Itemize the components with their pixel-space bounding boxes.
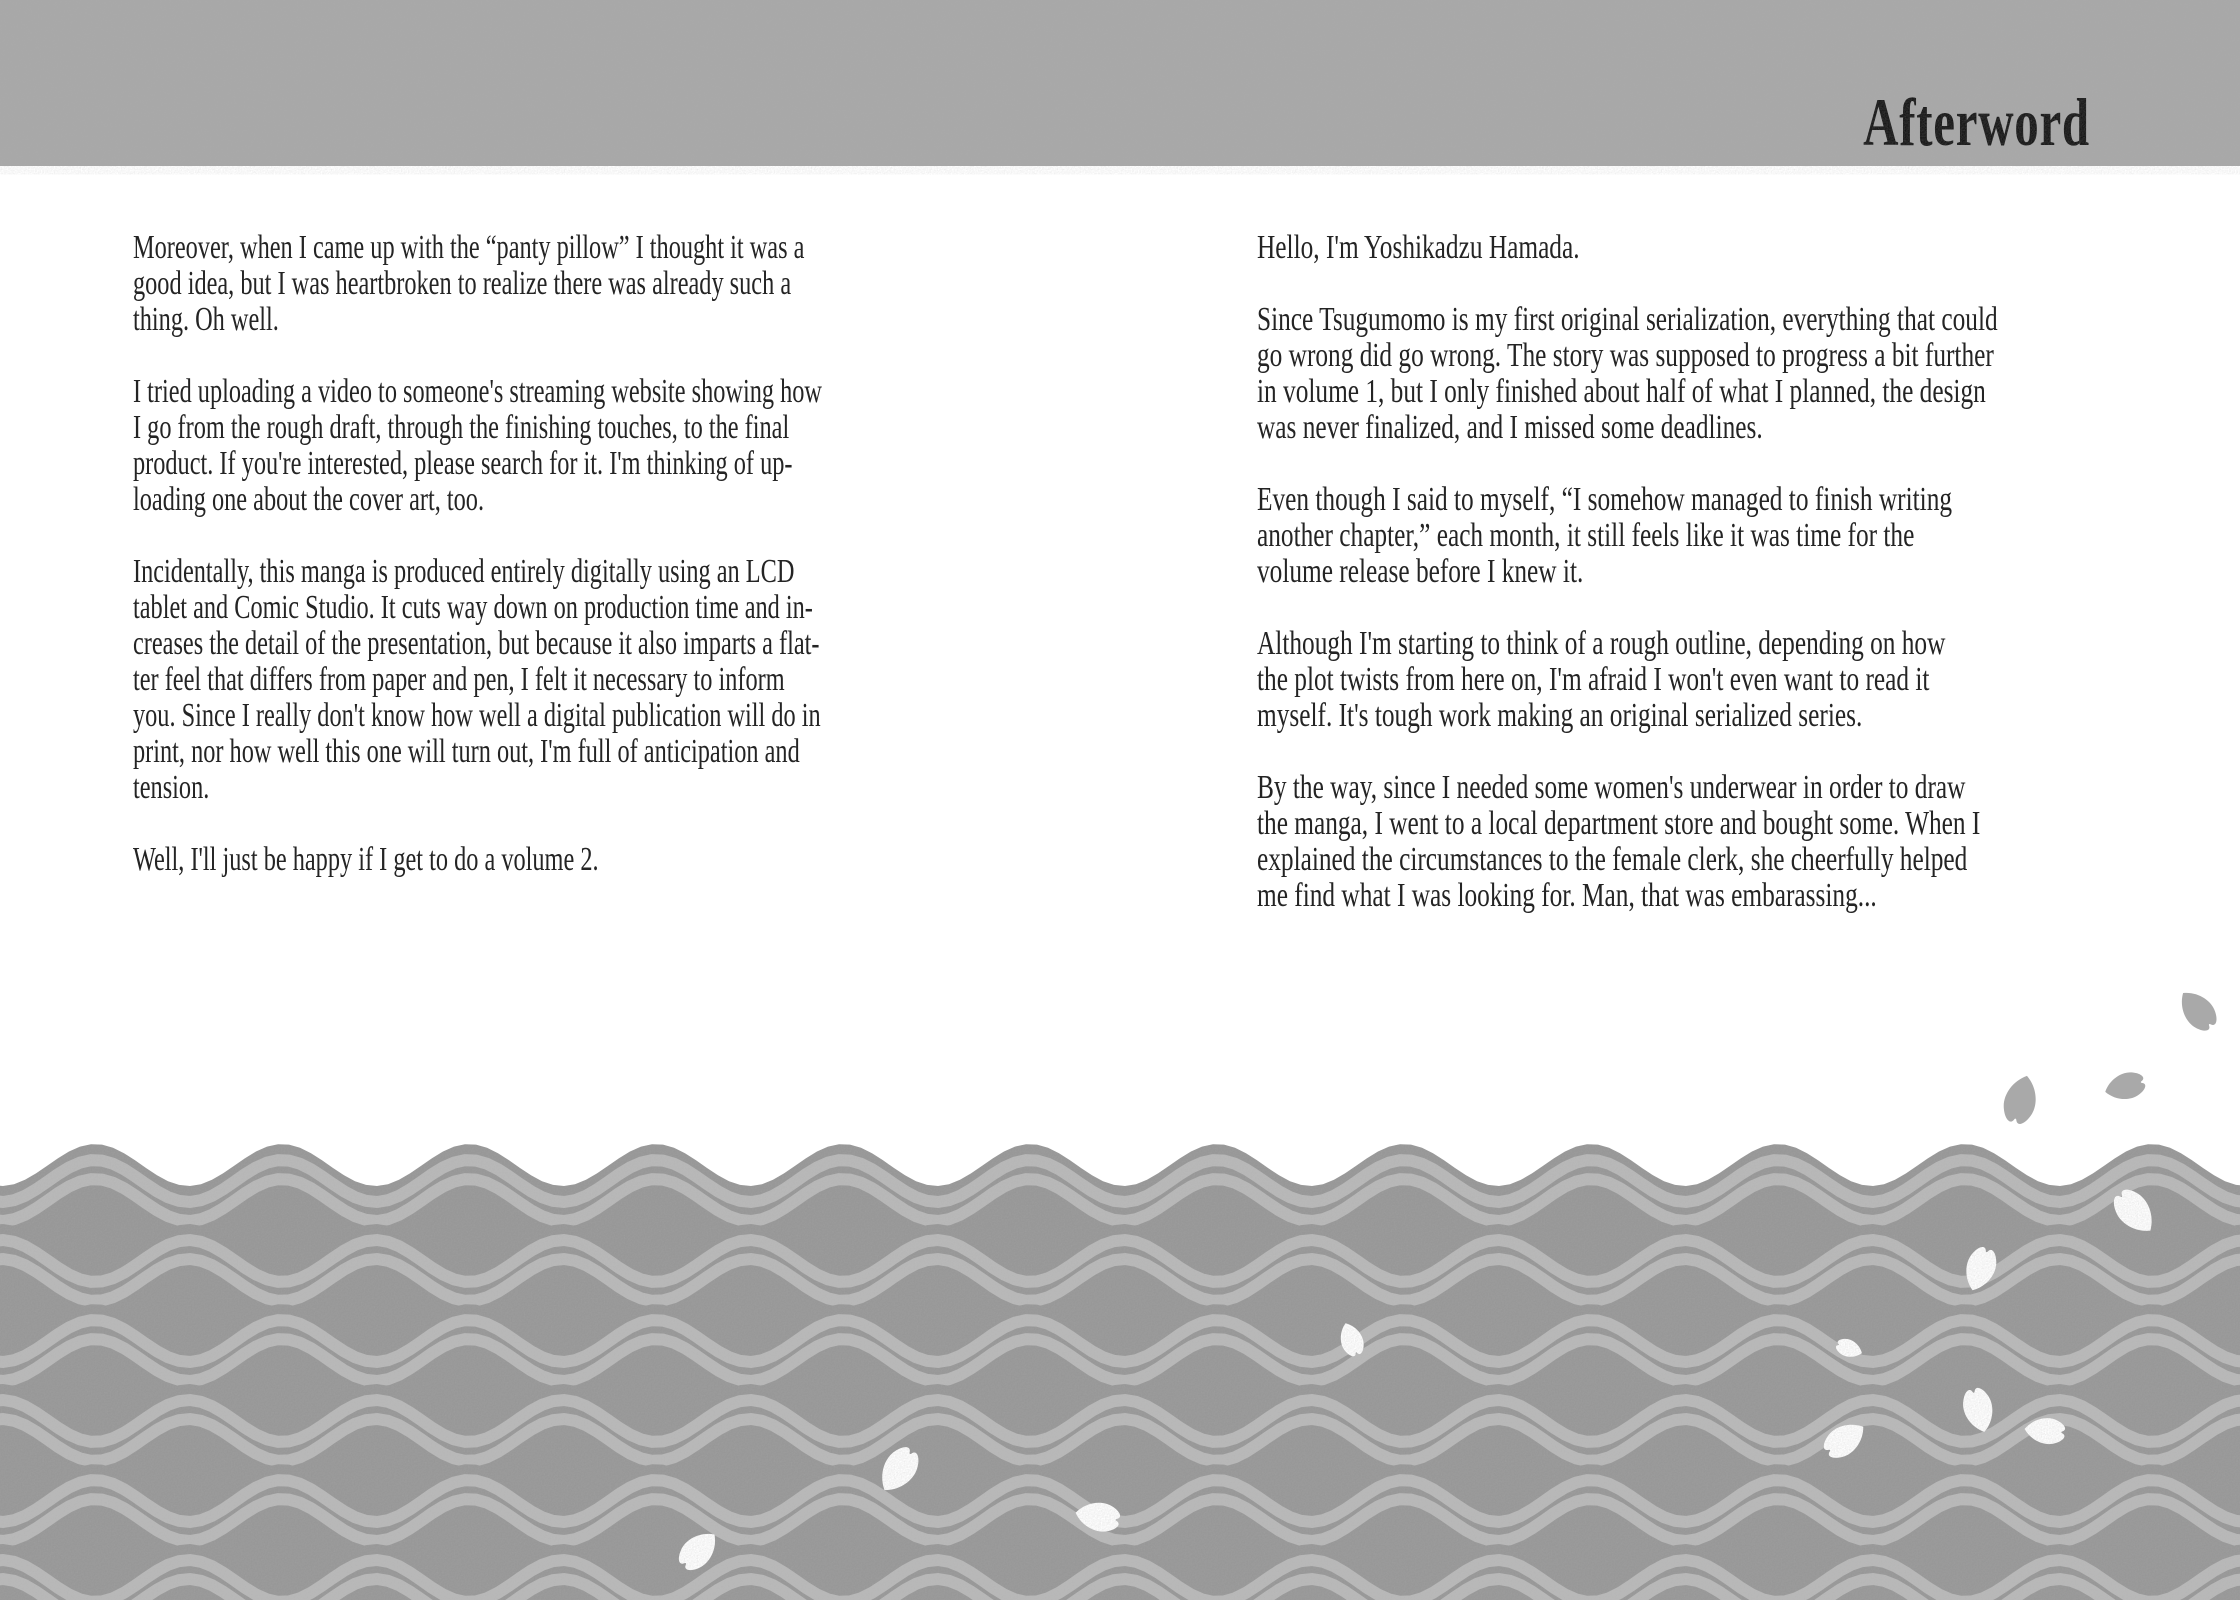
paragraph: Since Tsugumomo is my first original serialization, everything that could go wrong did go wrong. The story was supposed to progress a bit further in volume 1, but I only finished about half of what I planned, the design was never finalized, and I missed some deadlines.: [1257, 301, 1998, 446]
paragraph: Even though I said to myself, “I somehow managed to finish writing another chapter,” each month, it still feels like it was time for the volume release before I knew it.: [1257, 481, 1953, 590]
wave-band: [0, 1320, 2240, 1362]
wave-band: [0, 1560, 2240, 1600]
wave-band: [0, 1419, 2240, 1461]
paragraph: I tried uploading a video to someone's streaming website showing how I go from the rough draft, through the finishing touches, to the final product. If you're interested, please search for it. I'm thinking of up- loading one about the cover art, too.: [133, 373, 822, 518]
wave-row: [0, 1144, 2240, 1600]
wave-band: [0, 1240, 2240, 1282]
wave-row: [0, 1304, 2240, 1600]
paragraph: Hello, I'm Yoshikadzu Hamada.: [1257, 229, 1580, 266]
cherry-petal-icon: [2023, 1416, 2065, 1445]
paragraph: Although I'm starting to think of a rough outline, depending on how the plot twists from here on, I'm afraid I won't even want to read it myself. It's tough work making an original serialized series.: [1257, 625, 1946, 734]
wave-band: [0, 1579, 2240, 1600]
cherry-petal-icon: [673, 1524, 724, 1575]
wave-row: [0, 1224, 2240, 1600]
wave-row: [0, 1384, 2240, 1600]
cherry-petal-icon: [872, 1442, 925, 1499]
wave-band: [0, 1400, 2240, 1442]
wave-row: [0, 1464, 2240, 1600]
paragraph: Well, I'll just be happy if I get to do a volume 2.: [133, 841, 599, 878]
wave-row: [0, 1544, 2240, 1600]
header-band: [0, 0, 2240, 166]
wave-band: [0, 1160, 2240, 1202]
cherry-petal-icon: [2107, 1184, 2162, 1241]
wave-band: [0, 1259, 2240, 1301]
paragraph: By the way, since I needed some women's underwear in order to draw the manga, I went to a local department store and bought some. When I explained the circumstances to the female clerk, she cheerfully helped me find what I was looking for. Man, that was embarassing...: [1257, 769, 1981, 914]
paragraph: Moreover, when I came up with the “panty pillow” I thought it was a good idea, but I was heartbroken to realize there was already such a thing. Oh well.: [133, 229, 805, 338]
cherry-petal-icon: [1335, 1320, 1367, 1359]
cherry-petal-icon: [1834, 1336, 1865, 1361]
cherry-petal-icon: [1819, 1415, 1872, 1464]
cherry-petal-icon: [2172, 984, 2222, 1036]
wave-band: [0, 1480, 2240, 1522]
wave-pattern: [0, 1144, 2240, 1600]
cherry-petal-icon: [1959, 1244, 2001, 1295]
cherry-petal-icon: [1959, 1385, 1998, 1435]
paragraph: Incidentally, this manga is produced entirely digitally using an LCD tablet and Comic Studio. It cuts way down on production time and in- creases the detail of the presentation, but because it also imparts a flat- ter feel that differs from paper and pen, I felt it necessary to inform you. Since I really don't know how well a digital publication will do in print, nor how well this one will turn out, I'm full of anticipation and tension.: [133, 553, 821, 806]
page-title: Afterword: [1863, 84, 2090, 160]
right-column: [1257, 230, 2144, 950]
wave-band: [0, 1339, 2240, 1381]
left-column: [133, 230, 955, 914]
cherry-petal-icon: [2102, 1069, 2148, 1104]
cherry-petal-icon: [1073, 1499, 1122, 1535]
cherry-petal-icon: [1999, 1072, 2042, 1127]
wave-band: [0, 1499, 2240, 1541]
wave-band: [0, 1179, 2240, 1221]
grain-texture: [0, 1130, 2240, 1600]
cherry-petals: [673, 984, 2222, 1576]
